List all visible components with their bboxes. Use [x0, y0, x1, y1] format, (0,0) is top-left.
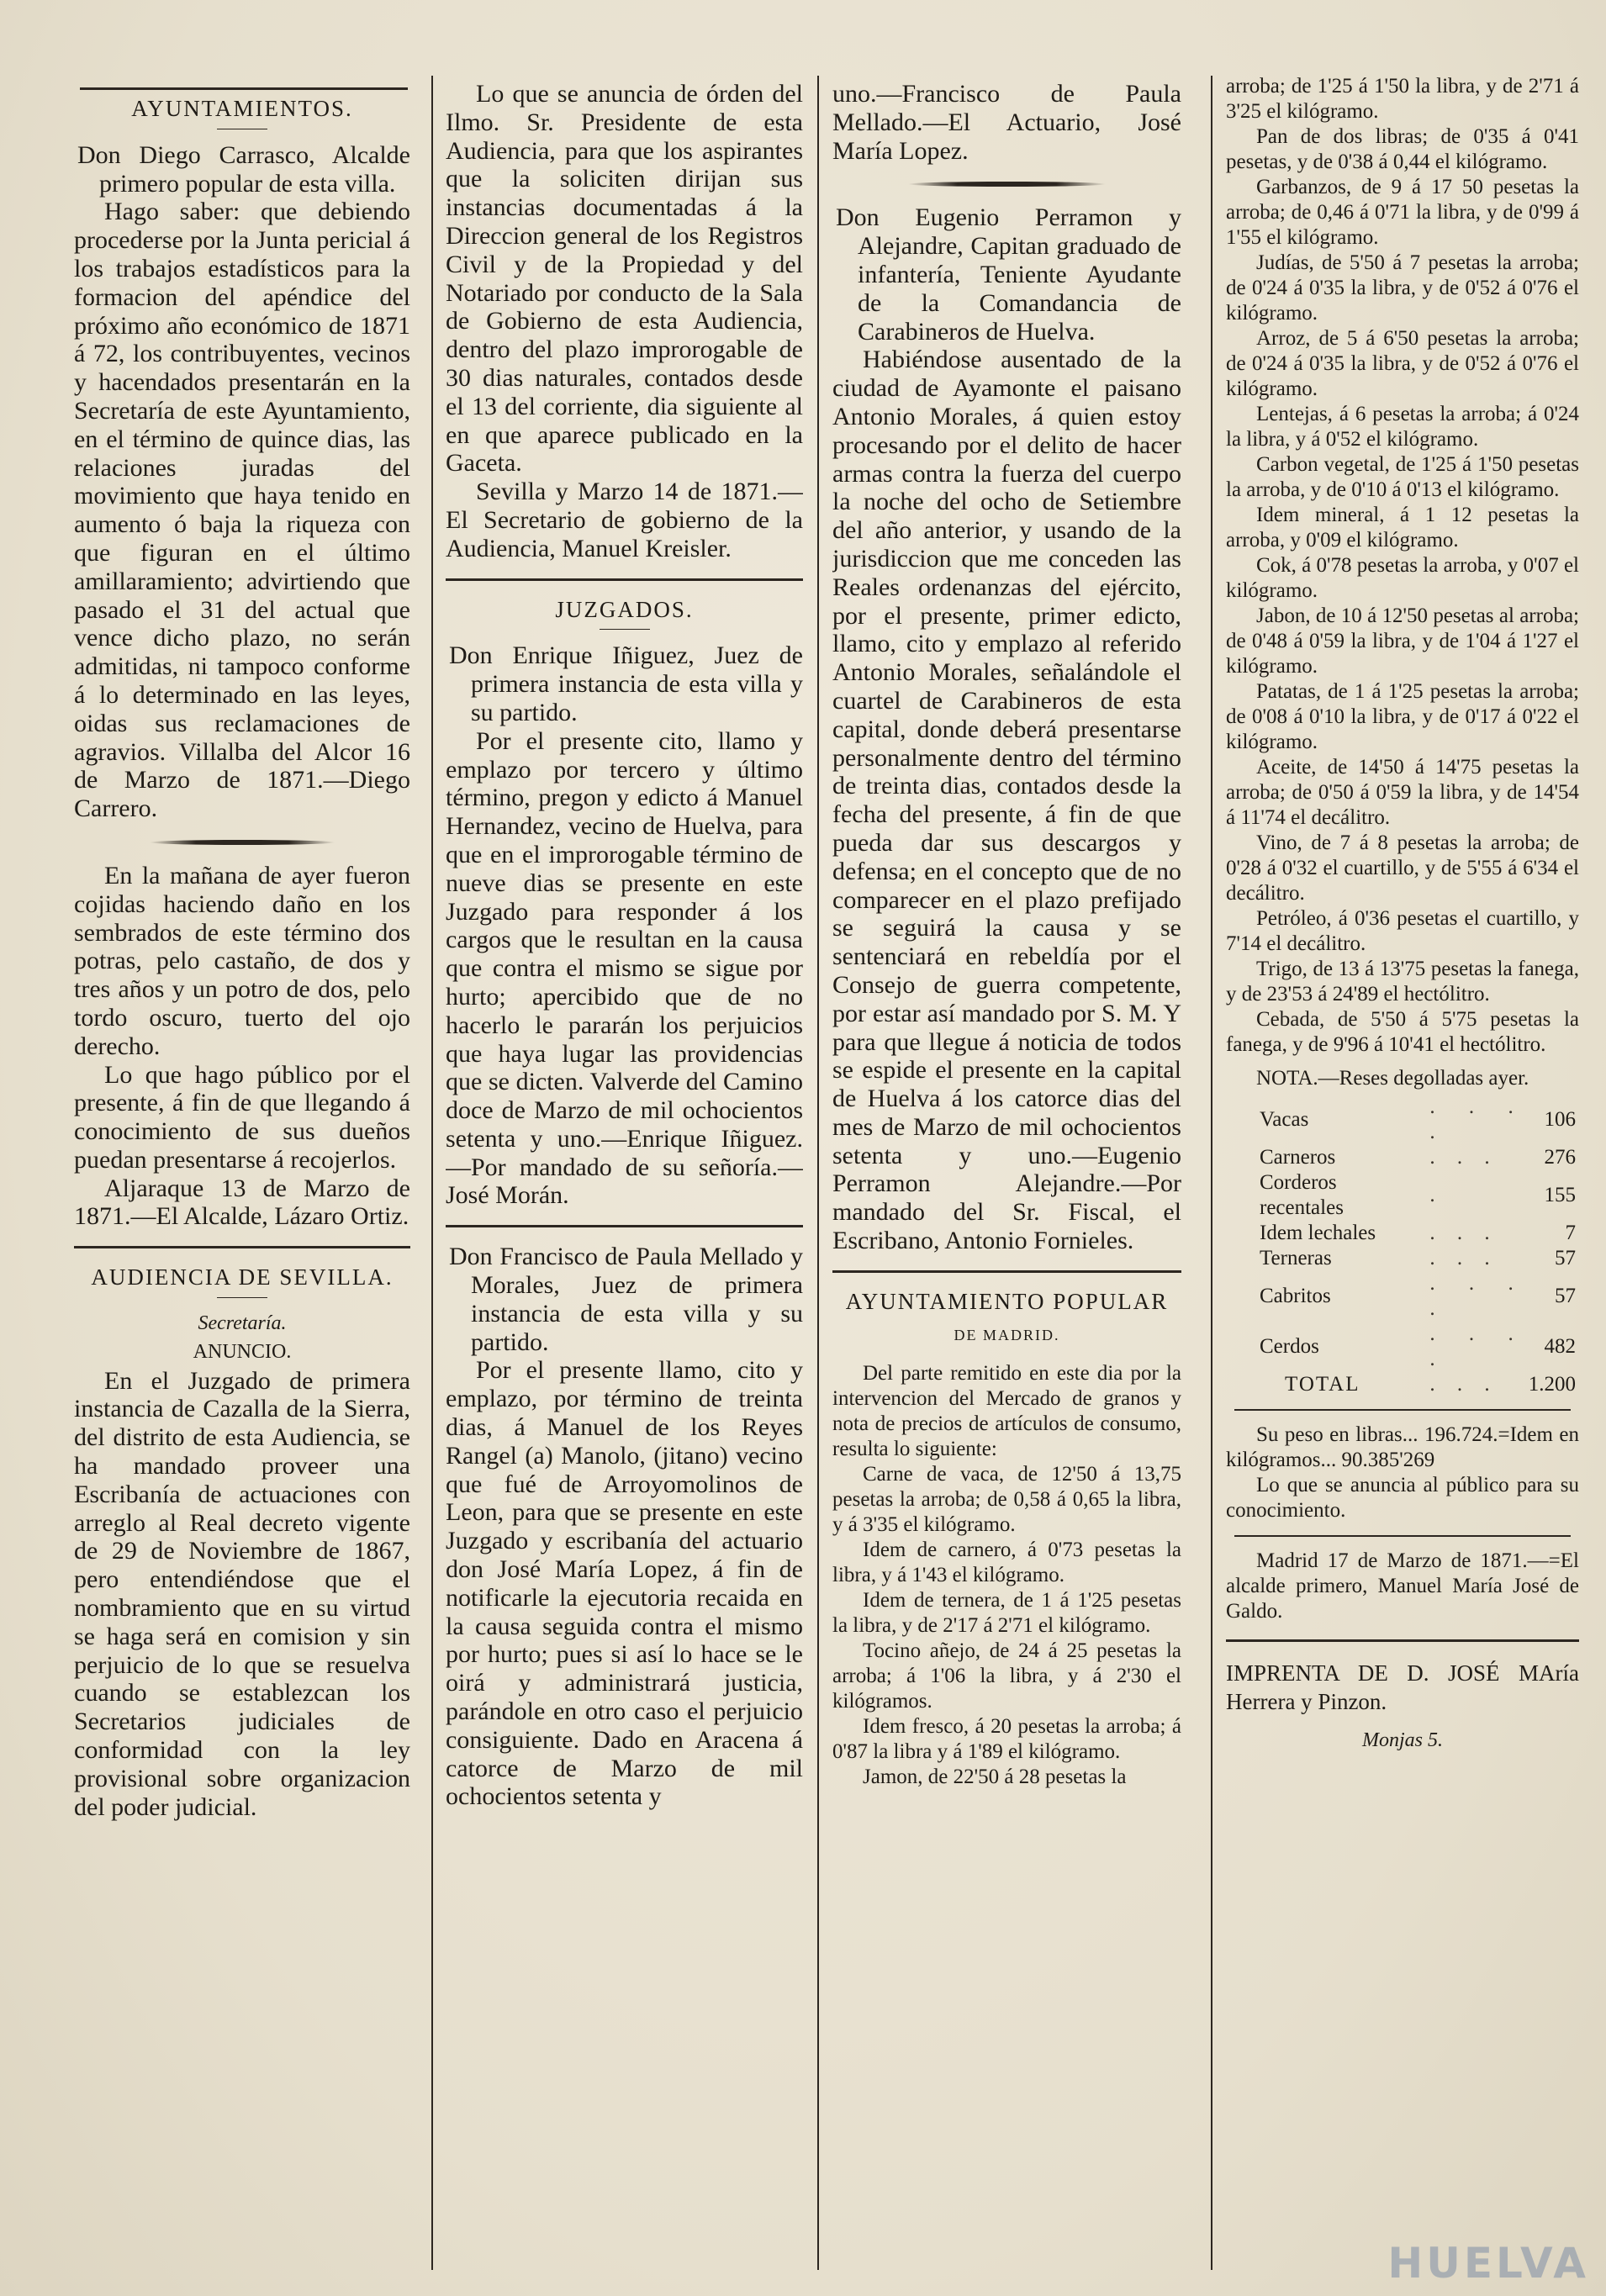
library-stamp: HUELVA	[1387, 2239, 1589, 2288]
table-row	[1226, 1221, 1579, 1246]
column-divider	[817, 76, 819, 2270]
section-rule	[446, 1225, 803, 1227]
table-row	[1226, 1145, 1579, 1170]
reses-value: 276	[1544, 1146, 1576, 1169]
nota-heading: NOTA.—Reses degolladas ayer.	[1256, 1067, 1529, 1090]
reses-name: Corderos recentales	[1260, 1171, 1344, 1219]
subheading-secretaria: Secretaría.	[198, 1312, 287, 1335]
price-item: arroba; de 1'25 á 1'50 la libra, y de 2'71 á 3'25 el kilógramo.	[1226, 75, 1579, 123]
price-item: Idem fresco, á 20 pesetas la arroba; á 0'87 la libra y á 1'89 el kilógramo.	[832, 1715, 1181, 1764]
paragraph: Lo que hago público por el presente, á fin de que llegando á conocimiento de sus dueños puedan presentarse á recojerlos.	[74, 1060, 410, 1174]
paragraph: Del parte remitido en este dia por la intervencion del Mercado de granos y nota de precios de artículos de consumo, resulta lo siguiente:	[832, 1362, 1181, 1461]
leader-dots: . . .	[1429, 1222, 1498, 1244]
price-item: Lentejas, á 6 pesetas la arroba; á 0'24 la libra, y á 0'52 el kilógramo.	[1226, 403, 1579, 451]
price-item: Idem mineral, á 1 12 pesetas la arroba, y 0'09 el kilógramo.	[1226, 504, 1579, 552]
price-item: Jamon, de 22'50 á 28 pesetas la	[863, 1766, 1127, 1789]
total-label: TOTAL	[1285, 1373, 1360, 1396]
section-heading-juzgados: JUZGADOS.	[555, 596, 694, 622]
leader-dots: . . .	[1429, 1373, 1498, 1396]
subheading-madrid: DE MADRID.	[954, 1326, 1060, 1343]
imprenta-address: Monjas 5.	[1362, 1729, 1443, 1751]
paragraph: Lo que se anuncia de órden del Ilmo. Sr. Presidente de esta Audiencia, para que los aspirantes que la soliciten dirijan sus instancias documentadas á la Direccion general de los Registros Civil y de la Propiedad y del Notariado por conducto de la Sala de Gobierno de esta Audiencia, dentro del plazo improrogable de 30 dias naturales, contados desde el 13 del corriente, dia siguiente al en que aparece publicado en la Gaceta.	[446, 80, 803, 478]
paragraph: uno.—Francisco de Paula Mellado.—El Actuario, José María Lopez.	[832, 80, 1181, 165]
price-item: Aceite, de 14'50 á 14'75 pesetas la arroba; de 0'50 á 0'59 la libra, y de 14'54 á 11'74 el decálitro.	[1226, 756, 1579, 829]
paragraph: Aljaraque 13 de Marzo de 1871.—El Alcalde, Lázaro Ortiz.	[74, 1174, 410, 1231]
price-item: Cebada, de 5'50 á 5'75 pesetas la fanega, y de 9'96 á 10'41 el hectólitro.	[1226, 1008, 1579, 1056]
leader-dots: . . . .	[1429, 1095, 1522, 1143]
paragraph: Por el presente cito, llamo y emplazo por tercero y último término, pregon y edicto á Manuel Hernandez, vecino de Huelva, para que en el improrogable término de nueve dias se presente en este Juzgado para responder á los cargos que le resultan en la causa que contra el mismo se sigue por hurto; apercibido que de no hacerlo le pararán los perjuicios que haya lugar las providencias que se dicten. Valverde del Camino doce de Marzo de mil ochocientos setenta y uno.—Enrique Iñiguez.—Por mandado de su señoría.—José Morán.	[446, 726, 803, 1210]
reses-value: 57	[1555, 1285, 1576, 1307]
reses-name: Carneros	[1260, 1146, 1336, 1169]
price-item: Pan de dos libras; de 0'35 á 0'41 pesetas, y de 0'38 á 0,44 el kilógramo.	[1226, 125, 1579, 173]
paragraph: Don Enrique Iñiguez, Juez de primera instancia de esta villa y su partido.	[449, 641, 803, 726]
paragraph: Lo que se anuncia al público para su conocimiento.	[1226, 1474, 1579, 1522]
paragraph: Su peso en libras... 196.724.=Idem en kilógramos... 90.385'269	[1226, 1423, 1579, 1471]
paragraph: Habiéndose ausentado de la ciudad de Ayamonte el paisano Antonio Morales, á quien estoy procesando por el delito de hacer armas contra la fuerza del cuerpo la noche del ocho de Setiembre del año anterior, y usando de la jurisdiccion que me conceden las Reales ordenanzas del ejército, por el presente, primer edicto, llamo, cito y emplazo al referido Antonio Morales, señalándole el cuartel de Carabineros de esta capital, donde deberá presentarse personalmente dentro del término de treinta dias, contados desde la fecha del presente, á fin de que pueda dar sus descargos y defensa; en el concepto que de no comparecer en el plazo prefijado se seguirá la causa y se sentenciará en rebeldía por el Consejo de guerra competente, por estar así mandado por S. M. Y para que llegue á noticia de todos se espide el presente en la capital de Huelva á los catorce dias del mes de Marzo de mil ochocientos setenta y uno.—Eugenio Perramon Alejandre.—Por mandado del Sr. Fiscal, el Escribano, Antonio Fornieles.	[832, 346, 1181, 1255]
short-rule	[217, 1297, 267, 1298]
price-item: Carne de vaca, de 12'50 á 13,75 pesetas la arroba; de 0,58 á 0,65 la libra, y á 3'35 el kilógramo.	[832, 1463, 1181, 1537]
price-item: Idem de carnero, á 0'73 pesetas la libra, y á 1'43 el kilógramo.	[832, 1539, 1181, 1587]
paragraph: Por el presente llamo, cito y emplazo, por término de treinta dias, á Manuel de los Reyes Rangel (a) Manolo, (jitano) vecino que fué de Arroyomolinos de Leon, para que se presente en este Juzgado y escribanía del actuario don José María Lopez, á fin de notificarle la ejecutoria recaida en la causa seguida contra el mismo por hurto; pues si así lo hace se le oirá y administrará justicia, parándole en otro caso el perjuicio consiguiente. Dado en Aracena á catorce de Marzo de mil ochocientos setenta y	[446, 1356, 803, 1811]
table-row	[1226, 1246, 1579, 1271]
price-item: Tocino añejo, de 24 á 25 pesetas la arroba; á 1'06 la libra, y á 2'30 el kilógramos.	[832, 1639, 1181, 1713]
column-4	[1226, 74, 1579, 2268]
reses-value: 7	[1565, 1222, 1576, 1244]
price-item: Trigo, de 13 á 13'75 pesetas la fanega, y de 23'53 á 24'89 el hectólitro.	[1226, 958, 1579, 1005]
paragraph: Don Eugenio Perramon y Alejandre, Capitan graduado de infantería, Teniente Ayudante de la Comandancia de Carabineros de Huelva.	[836, 203, 1181, 346]
paragraph: En la mañana de ayer fueron cojidas haciendo daño en los sembrados de este término dos potras, pelo castaño, de dos y tres años y un potro de dos, pelo tordo oscuro, tuerto del ojo derecho.	[74, 861, 410, 1060]
paragraph: Sevilla y Marzo 14 de 1871.—El Secretario de gobierno de la Audiencia, Manuel Kreisler.	[446, 478, 803, 562]
subheading-anuncio: ANUNCIO.	[193, 1340, 292, 1363]
section-heading-ayuntamientos: AYUNTAMIENTOS.	[131, 96, 353, 121]
column-divider	[1211, 76, 1212, 2270]
price-item: Cok, á 0'78 pesetas la arroba, y 0'07 el kilógramo.	[1226, 554, 1579, 602]
reses-value: 155	[1544, 1184, 1576, 1206]
column-divider	[431, 76, 433, 2270]
section-rule	[832, 1270, 1181, 1273]
leader-dots: . . .	[1429, 1247, 1498, 1269]
paragraph: En el Juzgado de primera instancia de Cazalla de la Sierra, del distrito de esta Audiencia, se ha mandado proveer una Escribanía de actuaciones con arreglo al Real decreto vigente de 29 de Noviembre de 1867, pero entendiéndose que el nombramiento que en su virtud se haga será en comision y sin perjuicio de lo que se resuelva cuando se establezcan los Secretarios judiciales de conformidad con la ley provisional sobre organizacion del poder judicial.	[74, 1366, 410, 1821]
total-value: 1.200	[1528, 1373, 1576, 1396]
reses-name: Terneras	[1260, 1247, 1332, 1269]
paragraph: Don Francisco de Paula Mellado y Morales, Juez de primera instancia de esta villa y su partido.	[449, 1243, 803, 1356]
price-item: Arroz, de 5 á 6'50 pesetas la arroba; de 0'24 á 0'35 la libra, y de 0'52 á 0'76 el kilógramo.	[1226, 327, 1579, 400]
reses-value: 482	[1544, 1335, 1576, 1358]
price-item: Judías, de 5'50 á 7 pesetas la arroba; de 0'24 á 0'35 la libra, y de 0'52 á 0'76 el kilógramo.	[1226, 251, 1579, 325]
section-heading-madrid: AYUNTAMIENTO POPULAR	[845, 1288, 1169, 1314]
price-item: Jabon, de 10 á 12'50 pesetas al arroba; de 0'48 á 0'59 la libra, y de 1'04 á 1'27 el kilógramo.	[1226, 604, 1579, 678]
leader-dots: . . . .	[1429, 1322, 1522, 1370]
short-rule	[600, 629, 650, 630]
rule	[1234, 1535, 1571, 1537]
section-rule	[1226, 1639, 1579, 1642]
reses-name: Vacas	[1260, 1108, 1309, 1131]
leader-dots: . . .	[1429, 1146, 1498, 1169]
reses-table	[1226, 1095, 1579, 1397]
table-row	[1226, 1322, 1579, 1372]
reses-value: 106	[1544, 1108, 1576, 1131]
paragraph: Don Diego Carrasco, Alcalde primero popular de esta villa.	[77, 140, 410, 198]
rule	[1234, 1409, 1571, 1411]
paragraph: Madrid 17 de Marzo de 1871.—=El alcalde primero, Manuel María José de Galdo.	[1226, 1549, 1579, 1623]
table-row	[1226, 1095, 1579, 1145]
ornament-rule	[908, 182, 1106, 187]
column-1	[74, 80, 410, 2274]
section-heading-audiencia: AUDIENCIA DE SEVILLA.	[91, 1264, 394, 1291]
table-row-total	[1226, 1372, 1579, 1397]
reses-name: Cerdos	[1260, 1335, 1319, 1358]
leader-dots: . . . .	[1429, 1272, 1522, 1320]
column-2	[446, 80, 803, 2274]
price-item: Petróleo, á 0'36 pesetas el cuartillo, y 7'14 el decálitro.	[1226, 907, 1579, 955]
leader-dots: .	[1429, 1184, 1444, 1206]
imprenta-credit: IMPRENTA DE D. JOSÉ MAría Herrera y Pinzon.	[1226, 1660, 1579, 1714]
table-row	[1226, 1271, 1579, 1322]
paragraph: Hago saber: que debiendo procederse por la Junta pericial á los trabajos estadísticos para la formacion del apéndice del próximo año económico de 1871 á 72, los contribuyentes, vecinos y hacendados presentarán en la Secretaría de este Ayuntamiento, en el término de quince dias, las relaciones juradas del movimiento que haya tenido en aumento ó baja la riqueza con que figuran en el último amillaramiento; advirtiendo que pasado el 31 del actual que vence dicho plazo, no serán admitidas, ni tampoco conforme á lo determinado en las leyes, oidas sus reclamaciones de agravios. Villalba del Alcor 16 de Marzo de 1871.—Diego Carrero.	[74, 198, 410, 823]
reses-name: Idem lechales	[1260, 1222, 1376, 1244]
price-item: Vino, de 7 á 8 pesetas la arroba; de 0'28 á 0'32 el cuartillo, y de 5'55 á 6'34 el decálitro.	[1226, 831, 1579, 905]
table-row	[1226, 1170, 1579, 1221]
reses-value: 57	[1555, 1247, 1576, 1269]
section-rule	[74, 1246, 410, 1248]
price-item: Carbon vegetal, de 1'25 á 1'50 pesetas la arroba, y de 0'10 á 0'13 el kilógramo.	[1226, 453, 1579, 501]
price-item: Patatas, de 1 á 1'25 pesetas la arroba; de 0'08 á 0'10 la libra, y de 0'17 á 0'22 el kilógramo.	[1226, 680, 1579, 753]
price-item: Garbanzos, de 9 á 17 50 pesetas la arroba; de 0,46 á 0'71 la libra, y de 0'99 á 1'55 el kilógramo.	[1226, 176, 1579, 249]
column-3	[832, 80, 1181, 2274]
price-item: Idem de ternera, de 1 á 1'25 pesetas la libra, y de 2'17 á 2'71 el kilógramo.	[832, 1589, 1181, 1638]
ornament-rule	[150, 840, 335, 845]
section-rule	[446, 578, 803, 581]
reses-name: Cabritos	[1260, 1285, 1331, 1307]
